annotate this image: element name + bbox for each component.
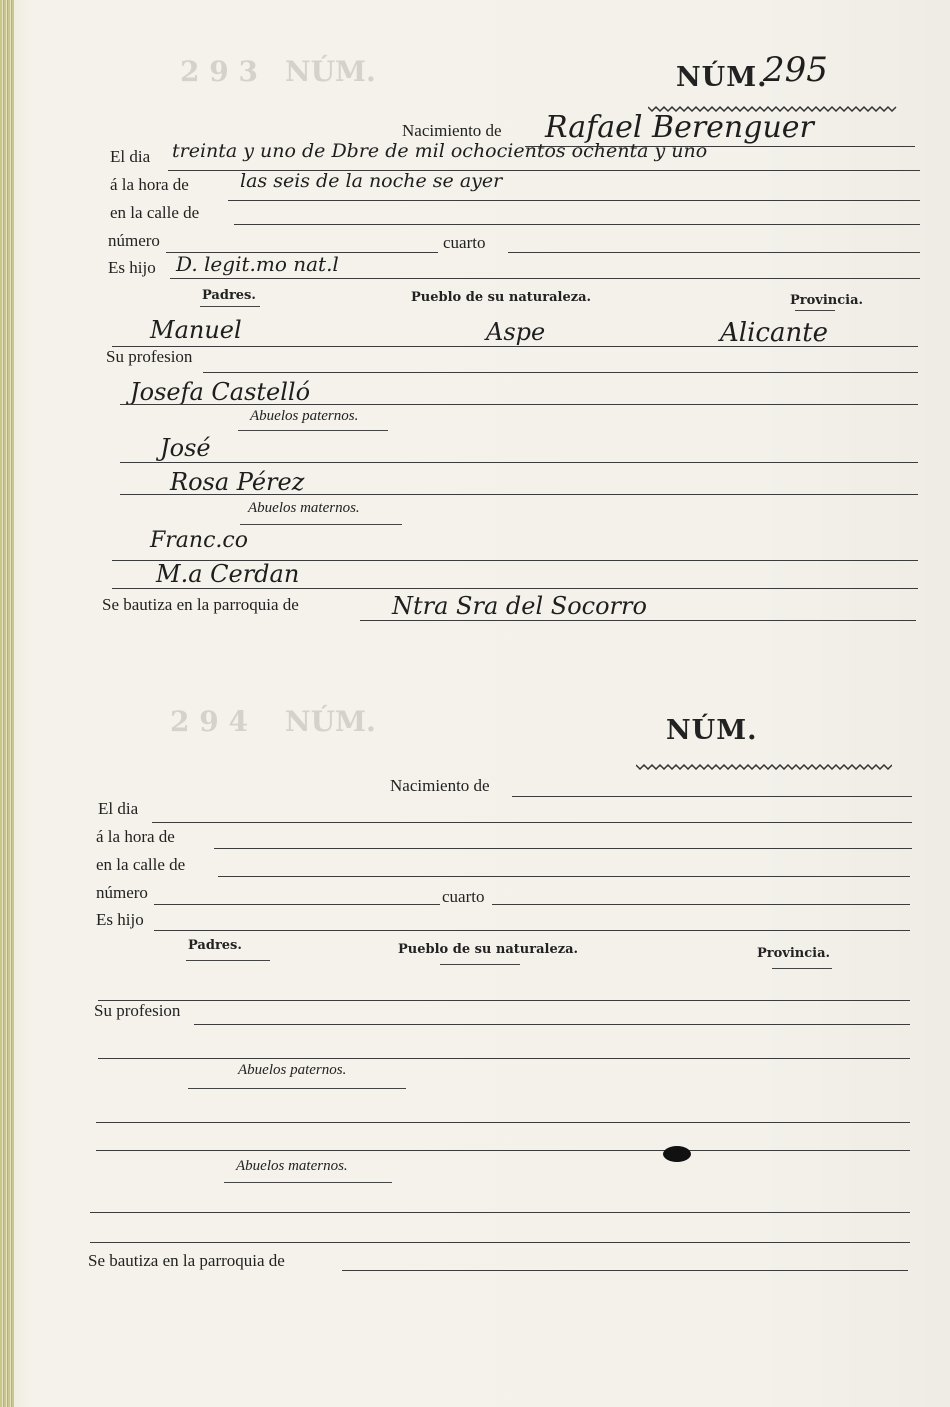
record-1-madre-name: Josefa Castelló — [130, 378, 311, 406]
record-1-abuelo-paterno: José — [160, 434, 211, 462]
record-1-calle-label: en la calle de — [110, 203, 200, 222]
record-1-abuelos-maternos-label: Abuelos maternos. — [248, 500, 360, 516]
record-1-cuarto-line — [508, 252, 920, 253]
record-1-num-label: NÚM. — [676, 62, 768, 93]
record-2-madre-line — [98, 1058, 910, 1059]
record-2-nacimiento-line — [512, 796, 912, 797]
record-1-hora-line — [228, 200, 920, 201]
record-1-abuela-paterna-line — [120, 494, 918, 495]
record-1-dia-label: El dia — [110, 147, 151, 166]
record-1-calle-line — [234, 224, 920, 225]
record-2-abuelos-paternos-label: Abuelos paternos. — [238, 1062, 347, 1078]
record-2-pueblo-header: Pueblo de su naturaleza. — [398, 942, 579, 957]
record-2-num-label: NÚM. — [666, 715, 758, 746]
record-2-abuelos-paternos-underline — [188, 1088, 406, 1089]
bleed-through-mark: NÚM. — [285, 55, 376, 88]
record-1-profesion-label: Su profesion — [106, 347, 193, 366]
book-spine-edge — [0, 0, 14, 1407]
record-2-abuelos-maternos-label: Abuelos maternos. — [236, 1158, 348, 1174]
record-2-padres-line — [98, 1000, 910, 1001]
record-1-hijo-label: Es hijo — [108, 258, 156, 277]
record-2-calle-line — [218, 876, 910, 877]
record-1-provincia-header: Provincia. — [790, 293, 864, 308]
bleed-through-mark: NÚM. — [285, 705, 376, 738]
record-2-provincia-underline — [772, 968, 832, 969]
record-1-hora-value: las seis de la noche se ayer — [240, 170, 503, 192]
record-1-dia-value: treinta y uno de Dbre de mil ochocientos ochenta y uno — [172, 140, 708, 162]
record-1-bautiza-line — [360, 620, 916, 621]
record-1-number: 295 — [763, 50, 828, 90]
record-1-nacimiento-label: Nacimiento de — [402, 121, 502, 140]
record-2-provincia-header: Provincia. — [757, 946, 831, 961]
record-2-hora-line — [214, 848, 912, 849]
record-2-cuarto-label: cuarto — [442, 887, 485, 906]
record-2-numero-label: número — [96, 883, 148, 902]
record-1-bautiza-value: Ntra Sra del Socorro — [392, 592, 647, 620]
record-1-provincia-underline — [795, 310, 835, 311]
record-2-dia-line — [152, 822, 912, 823]
record-1-padre-name: Manuel — [150, 316, 242, 344]
record-1-abuelos-maternos-underline — [240, 524, 402, 525]
record-1-hijo-value: D. legit.mo nat.l — [176, 252, 339, 276]
record-1-cuarto-label: cuarto — [443, 233, 486, 252]
bleed-through-mark: 2 9 4 — [170, 705, 248, 738]
record-2-cuarto-line — [492, 904, 910, 905]
record-1-abuela-materna: M.a Cerdan — [156, 560, 300, 588]
record-2-hora-label: á la hora de — [96, 827, 175, 846]
record-2-profesion-line — [194, 1024, 910, 1025]
record-1-bautiza-label: Se bautiza en la parroquia de — [102, 595, 299, 614]
record-1-abuela-paterna: Rosa Pérez — [170, 468, 305, 496]
record-1-padres-line — [112, 346, 918, 347]
record-2-abuelo-paterno-line — [96, 1122, 910, 1123]
record-2-nacimiento-label: Nacimiento de — [390, 776, 490, 795]
record-2-abuela-materna-line — [90, 1242, 910, 1243]
record-2-padres-underline — [186, 960, 270, 961]
bleed-through-mark: 2 9 3 — [180, 55, 258, 88]
record-1-abuelos-paternos-label: Abuelos paternos. — [250, 408, 359, 424]
record-2-bautiza-label: Se bautiza en la parroquia de — [88, 1251, 285, 1270]
record-2-bautiza-line — [342, 1270, 908, 1271]
record-2-abuela-paterna-line — [96, 1150, 910, 1151]
record-1-padre-pueblo: Aspe — [486, 318, 546, 346]
record-2-abuelos-maternos-underline — [224, 1182, 392, 1183]
record-1-nacimiento-value: Rafael Berenguer — [545, 110, 814, 145]
record-2-pueblo-underline — [440, 964, 520, 965]
record-1-hora-label: á la hora de — [110, 175, 189, 194]
record-1-madre-line — [120, 404, 918, 405]
record-2-hijo-label: Es hijo — [96, 910, 144, 929]
record-1-padres-underline — [200, 306, 260, 307]
record-1-abuelo-materno: Franc.co — [150, 528, 248, 553]
record-2-abuelo-materno-line — [90, 1212, 910, 1213]
record-2-calle-label: en la calle de — [96, 855, 186, 874]
record-1-hijo-line — [170, 278, 920, 279]
record-1-padres-header: Padres. — [202, 288, 256, 303]
record-2-numero-line — [154, 904, 440, 905]
record-1-abuelos-paternos-underline — [238, 430, 388, 431]
record-2-profesion-label: Su profesion — [94, 1001, 181, 1020]
record-2-hijo-line — [154, 930, 910, 931]
record-1-padre-provincia: Alicante — [720, 318, 829, 348]
record-1-numero-label: número — [108, 231, 160, 250]
record-1-abuelo-paterno-line — [120, 462, 918, 463]
record-2-dia-label: El dia — [98, 799, 139, 818]
record-2-padres-header: Padres. — [188, 938, 242, 953]
record-2-number-underline — [636, 762, 892, 770]
record-1-profesion-line — [203, 372, 918, 373]
record-1-pueblo-header: Pueblo de su naturaleza. — [411, 290, 592, 305]
record-1-abuela-materna-line — [112, 588, 918, 589]
ink-blot — [663, 1146, 691, 1162]
